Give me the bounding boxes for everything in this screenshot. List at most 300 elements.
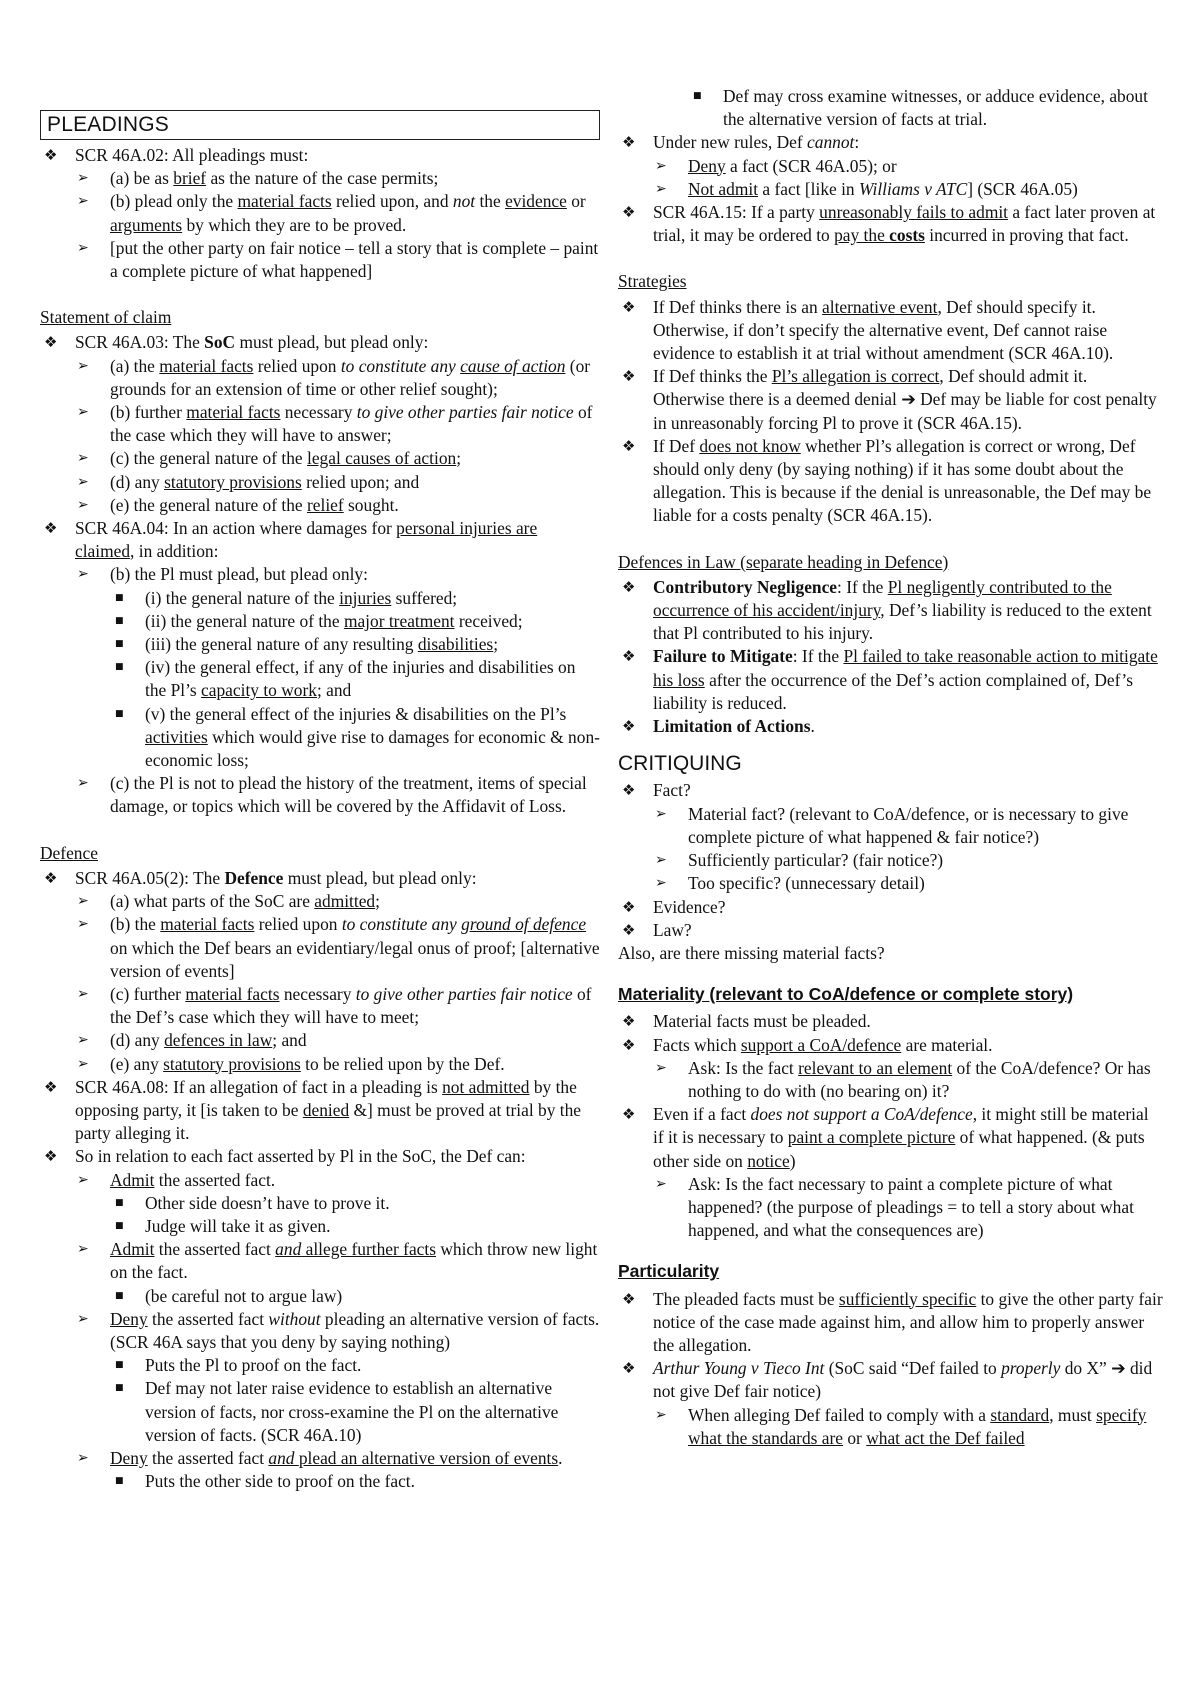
sub-list [75,1169,600,1494]
text: (SoC said “Def failed to [824,1358,1002,1379]
underlined-text: paint a complete picture [787,1127,956,1148]
text: of the CoA/defence? Or has nothing to do with (no bearing on) it? [688,1057,1151,1101]
text: Puts the Pl to proof on the fact. [145,1355,362,1376]
square-bullet-icon: ■ [693,91,702,101]
bold-text: SoC [204,332,236,353]
list-item [75,913,600,983]
underlined-text: arguments [110,214,183,235]
underlined-text: denied [302,1099,350,1120]
underlined-text: material facts [159,355,254,376]
diamond-bullet-icon: ❖ [622,1012,636,1031]
italic-text: does not support a CoA/defence [750,1104,973,1125]
diamond-bullet-icon: ❖ [622,367,636,386]
arrowhead-bullet-icon: ➢ [77,1241,89,1258]
new-rules [618,131,1163,247]
list-item [618,85,1163,131]
underlined-text: support a CoA/defence [740,1034,902,1055]
text: necessary [279,983,356,1004]
text: of the Def’s case which they will have to meet; [110,983,592,1028]
square-bullet-icon: ■ [115,1476,124,1487]
underlined-text: statutory provisions [164,471,302,492]
text: (d) any [110,1030,165,1051]
text: . [810,716,815,737]
text: (iv) the general effect, if any of the injuries and disabilities on the Pl’s [145,657,576,701]
text: (ii) the general nature of the [145,610,344,631]
text: Ask: Is the fact necessary to paint a complete picture of what happened? (the purpose of pleadings = to tell a story about what happened, and what the consequences are) [688,1173,1134,1241]
diamond-bullet-icon: ❖ [622,1035,636,1054]
arrowhead-bullet-icon: ➢ [655,157,667,174]
text: Evidence? [653,896,726,917]
list-item [110,1215,600,1238]
text: must plead, but plead only: [283,867,477,888]
text: Material fact? (relevant to CoA/defence, or is necessary to give complete picture of what happened & fair notice?) [688,803,1129,847]
text: received; [454,610,523,631]
list-item [40,1145,600,1493]
underlined-text: Admit [110,1169,155,1190]
underlined-text: Admit [110,1239,155,1260]
square-bullet-icon: ■ [115,1383,124,1394]
sub-list [75,167,600,283]
diamond-bullet-icon: ❖ [44,333,58,352]
text: , Def should admit it. Otherwise there is a deemed denial ➔ Def may be liable for cost penalty in unreasonably forcing Pl to prove it (SCR 46A.15). [653,366,1157,433]
list-item [618,131,1163,201]
text: the asserted fact [147,1308,269,1329]
text: Law? [653,919,692,940]
arrowhead-bullet-icon: ➢ [77,1032,89,1049]
underlined-text: injuries [339,587,392,608]
text: . [558,1447,563,1468]
list-item [653,803,1163,849]
bold-text: Limitation of Actions [653,716,811,737]
text: (b) further [110,402,187,423]
critiquing-list [618,779,1163,941]
arrowhead-bullet-icon: ➢ [77,473,89,490]
text: incurred in proving that fact. [924,225,1129,246]
list-item [653,1057,1163,1103]
underlined-text: material facts [186,402,281,423]
italic-text: to constitute any [341,914,462,935]
text: : If the [792,646,844,667]
heading-particularity: Particularity [618,1261,720,1282]
arrowhead-bullet-icon: ➢ [77,1171,89,1188]
text: SCR 46A.05(2): The [75,867,225,888]
sub-sub-list [110,1354,600,1447]
text: Judge will take it as given. [145,1215,331,1236]
text: which would give rise to damages for economic & non-economic loss; [145,726,600,771]
text: ) [789,1150,796,1171]
list-item [75,1053,600,1076]
underlined-text: Deny [110,1308,148,1329]
text: : [854,132,860,153]
underlined-text: specify what the standards are [688,1404,1147,1448]
square-bullet-icon: ■ [115,662,124,673]
text: necessary [280,402,357,423]
text: on which the Def bears an evidentiary/legal onus of proof; [alternative version of events] [110,937,600,981]
text: Def may cross examine witnesses, or adduce evidence, about the alternative version of facts at trial. [723,86,1148,130]
sub-list [653,1404,1163,1450]
text: Under new rules, Def [653,132,808,153]
square-bullet-icon: ■ [115,1220,124,1231]
list-item [75,1238,600,1308]
arrowhead-bullet-icon: ➢ [77,1449,89,1466]
arrowhead-bullet-icon: ➢ [655,1406,667,1423]
text: as the nature of the case permits; [206,168,439,189]
text: ; and [272,1030,307,1051]
sub-sub-list [688,85,1163,131]
heading-materiality: Materiality (relevant to CoA/defence or complete story) [618,984,1074,1005]
underlined-text: alternative event [822,296,938,317]
text: If Def [653,435,700,456]
list-item [110,633,600,656]
list-item [110,703,600,773]
text: (c) the general nature of the [110,448,307,469]
diamond-bullet-icon: ❖ [622,297,636,316]
sub-sub-list [110,587,600,773]
text: Fact? [653,780,691,801]
diamond-bullet-icon: ❖ [44,519,58,538]
italic-text: Arthur Young v Tieco Int [653,1358,825,1379]
text: the asserted fact [154,1239,276,1260]
italic-text: to give other parties fair notice [356,402,574,423]
list-item [618,1103,1163,1242]
underlined-text: material facts [185,983,280,1004]
diamond-bullet-icon: ❖ [622,133,636,152]
heading-statement-of-claim: Statement of claim [40,307,172,328]
list-item [40,1076,600,1146]
arrowhead-bullet-icon: ➢ [77,357,89,374]
list-item [618,919,1163,942]
list-item [618,645,1163,715]
list-item [618,1010,1163,1033]
arrowhead-bullet-icon: ➢ [77,193,89,210]
diamond-bullet-icon: ❖ [622,920,636,939]
list-item [75,471,600,494]
text: (a) what parts of the SoC are [110,891,315,912]
square-bullet-icon: ■ [115,708,124,719]
list-item [618,896,1163,919]
diamond-bullet-icon: ❖ [622,203,636,222]
text: Too specific? (unnecessary detail) [688,873,925,894]
text: relied upon [253,355,341,376]
list-item [40,144,600,283]
heading-defence: Defence [40,842,98,863]
text: by which they are to be proved. [182,214,407,235]
text: , in addition: [130,541,219,562]
text: Even if a fact [653,1104,751,1125]
list-item [618,715,1163,738]
diamond-bullet-icon: ❖ [622,577,636,596]
italic-underlined-text: ground of defence [461,914,587,935]
strategies-list [618,296,1163,528]
text: do X” ➔ did not give Def fair notice) [653,1358,1153,1402]
list-item [75,1169,600,1239]
text: relied upon, and [331,191,453,212]
italic-text: without [268,1308,321,1329]
square-bullet-icon: ■ [115,1197,124,1208]
arrowhead-bullet-icon: ➢ [655,1175,667,1192]
list-item [75,1447,600,1493]
list-item [618,576,1163,646]
arrowhead-bullet-icon: ➢ [77,893,89,910]
heading-defences-in-law: Defences in Law (separate heading in Defence) [618,551,949,572]
underlined-text: evidence [505,191,567,212]
italic-text: Williams v ATC [858,178,968,199]
list-item [40,331,600,517]
arrowhead-bullet-icon: ➢ [655,852,667,869]
list-item [688,85,1163,131]
sub-list [653,85,1163,131]
text: sought. [343,494,399,515]
arrowhead-bullet-icon: ➢ [655,1059,667,1076]
bold-underlined-text: costs [889,225,925,246]
list-item [618,1357,1163,1450]
arrowhead-bullet-icon: ➢ [655,875,667,892]
sub-list [75,355,600,517]
text: So in relation to each fact asserted by Pl in the SoC, the Def can: [75,1146,526,1167]
sub-list [653,1173,1163,1243]
list-item [653,1404,1163,1450]
list-item [618,1288,1163,1358]
bold-text: Defence [224,867,284,888]
rule-text: SCR 46A.02: All pleadings must: [75,145,309,165]
diamond-bullet-icon: ❖ [622,1359,636,1378]
text: (c) further [110,983,186,1004]
defences-law-list [618,576,1163,738]
text: ; [375,891,380,912]
list-item [75,401,600,447]
list-item [653,155,1163,178]
sub-list [653,155,1163,201]
text: of the case which they will have to answer; [110,402,593,446]
text: the [475,191,506,212]
arrowhead-bullet-icon: ➢ [77,170,89,187]
list-item [618,779,1163,895]
text: ; [456,448,462,469]
italic-text: cannot [807,132,855,153]
underlined-text: Deny [688,155,726,176]
underlined-text: activities [145,726,208,747]
defence-rules [40,867,600,1493]
text: [put the other party on fair notice – tell a story that is complete – paint a complete picture of what happened] [110,237,599,282]
arrowhead-bullet-icon: ➢ [77,985,89,1002]
arrowhead-bullet-icon: ➢ [655,805,667,822]
diamond-bullet-icon: ❖ [44,1077,58,1096]
heading-strategies: Strategies [618,271,687,292]
text: of what happened. (& puts other side on [653,1127,1145,1171]
pleadings-rules [40,144,600,283]
list-item [75,237,600,283]
text: relied upon; and [301,471,420,492]
list-item [75,447,600,470]
text: (a) the [110,355,160,376]
underlined-text: Pl failed to take reasonable action to mitigate his loss [653,646,1158,690]
list-item [653,85,1163,131]
bold-text: Failure to Mitigate [653,646,793,667]
text: a fact (SCR 46A.05); or [725,155,897,176]
text: or [566,191,586,212]
list-item [75,190,600,236]
text: Puts the other side to proof on the fact. [145,1471,415,1492]
arrowhead-bullet-icon: ➢ [77,404,89,421]
underlined-text: Pl negligently contributed to the occurrence of his accident/injury [653,576,1112,621]
text: ; and [316,680,352,701]
underlined-text: does not know [699,435,801,456]
list-item [75,355,600,401]
arrowhead-bullet-icon: ➢ [77,1310,89,1327]
list-item [75,1029,600,1052]
text: , Def should specify it. Otherwise, if don’t specify the alternative event, Def cannot raise evidence to establish it at trial without amendment (SCR 46A.10). [653,296,1114,364]
list-item [75,983,600,1029]
underlined-text: Not admit [688,178,759,199]
text: (iii) the general nature of any resulting [145,634,418,655]
sub-sub-list [110,1285,600,1308]
text: (v) the general effect of the injuries & disabilities on the Pl’s [145,703,567,724]
list-item [40,517,600,819]
list-item [110,1470,600,1493]
underlined-text: not admitted [442,1076,530,1097]
list-item [110,1192,600,1215]
underlined-text: what act the Def failed [866,1427,1025,1448]
text: (e) any [110,1053,164,1074]
italic-text: to give other parties fair notice [355,983,573,1004]
list-item [75,494,600,517]
list-item [75,167,600,190]
list-item [75,1308,600,1447]
diamond-bullet-icon: ❖ [622,647,636,666]
text: If Def thinks there is an [653,296,823,317]
text: ] (SCR 46A.05) [967,178,1078,199]
diamond-bullet-icon: ❖ [44,146,58,164]
right-column [618,0,1163,1450]
text: : If the [837,576,888,597]
text: ; [493,634,499,655]
text: which throw new light on the fact. [110,1239,598,1283]
soc-rules [40,331,600,818]
text: must plead, but plead only: [235,332,429,353]
italic-underlined-text: and [275,1239,302,1260]
square-bullet-icon: ■ [115,639,124,650]
text: (d) any [110,471,165,492]
text: , it might still be material if it is necessary to [653,1104,1149,1148]
italic-text: not [452,191,476,212]
list-item [75,563,600,772]
text: pleading an alternative version of facts. (SCR 46A says that you deny by saying nothing) [110,1308,600,1352]
left-column [40,0,600,1493]
underlined-text: statutory provisions [163,1053,301,1074]
text: SCR 46A.04: In an action where damages for [75,518,397,539]
text: relied upon [254,914,342,935]
underlined-text: material facts [160,914,255,935]
text: Facts which [653,1034,741,1055]
diamond-bullet-icon: ❖ [622,717,636,736]
arrowhead-bullet-icon: ➢ [77,1055,89,1072]
list-item [110,1354,600,1377]
text: a fact [like in [758,178,859,199]
underlined-text: major treatment [343,610,455,631]
sub-list [653,1057,1163,1103]
list-item [75,890,600,913]
underlined-text: Pl’s allegation is correct [771,366,940,387]
underlined-text: disabilities [417,634,494,655]
underlined-text: plead an alternative version of events [298,1447,559,1468]
text: When alleging Def failed to comply with a [688,1404,991,1425]
diamond-bullet-icon: ❖ [622,897,636,916]
text: , must [1049,1404,1097,1425]
list-item [110,610,600,633]
text: the asserted fact. [154,1169,276,1190]
arrowhead-bullet-icon: ➢ [77,566,89,583]
text: SCR 46A.15: If a party [653,202,820,223]
text: Sufficiently particular? (fair notice?) [688,850,944,871]
italic-text: properly [1001,1358,1061,1379]
list-item [110,587,600,610]
text: (i) the general nature of the [145,587,340,608]
text: whether Pl’s allegation is correct or wrong, Def should only deny (by saying nothing) if it has some doubt about the allegation. This is because if the denial is unreasonable, the Def may be liable for a costs penalty (SCR 46A.15). [653,435,1152,526]
text: Material facts must be pleaded. [653,1011,871,1032]
sub-list [75,890,600,1076]
bold-text: Contributory Negligence [653,576,838,597]
underlined-text: Deny [110,1447,148,1468]
underlined-text: personal injuries are claimed [75,518,538,562]
square-bullet-icon: ■ [115,615,124,626]
text: or [843,1427,867,1448]
underlined-text: standard [990,1404,1050,1425]
list-item [618,365,1163,435]
text: , Def’s liability is reduced to the extent that Pl contributed to his injury. [653,600,1152,644]
critiquing-note: Also, are there missing material facts? [618,942,885,963]
diamond-bullet-icon: ❖ [44,868,58,887]
diamond-bullet-icon: ❖ [622,1105,636,1124]
text: (be careful not to argue law) [145,1285,343,1306]
text: the asserted fact [147,1447,269,1468]
italic-text: to constitute any [340,355,461,376]
arrowhead-bullet-icon: ➢ [77,450,89,467]
text: If Def thinks the [653,366,772,387]
text: (b) plead only the [110,191,238,212]
underlined-text: legal causes of action [307,448,457,469]
underlined-text: notice [747,1150,790,1171]
section-title-pleadings: PLEADINGS [40,110,600,140]
text: &] must be proved at trial by the party alleging it. [75,1099,581,1144]
materiality-list [618,1010,1163,1242]
arrowhead-bullet-icon: ➢ [77,916,89,933]
text: to be relied upon by the Def. [300,1053,505,1074]
list-item [653,849,1163,872]
underlined-text: sufficiently specific [838,1288,977,1309]
square-bullet-icon: ■ [115,1360,124,1371]
text: (a) be as [110,168,174,189]
text: (b) the Pl must plead, but plead only: [110,564,368,585]
italic-underlined-text: cause of action [460,355,566,376]
sub-list [653,803,1163,896]
text: (or grounds for an extension of time or other relief sought); [110,355,591,399]
list-item [110,1285,600,1308]
arrowhead-bullet-icon: ➢ [77,239,89,256]
sub-sub-list [110,1192,600,1238]
italic-underlined-text: and [268,1447,295,1468]
text: Ask: Is the fact [688,1057,799,1078]
section-title-critiquing: CRITIQUING [618,752,742,776]
diamond-bullet-icon: ❖ [622,436,636,455]
text: (e) the general nature of the [110,494,307,515]
underlined-text: allege further facts [305,1239,436,1260]
text: suffered; [391,587,458,608]
list-item [40,867,600,1076]
list-item [653,178,1163,201]
text: (c) the Pl is not to plead the history of the treatment, items of special damage, or topics which will be covered by the Affidavit of Loss. [110,773,587,817]
diamond-bullet-icon: ❖ [622,781,636,800]
square-bullet-icon: ■ [115,1290,124,1301]
